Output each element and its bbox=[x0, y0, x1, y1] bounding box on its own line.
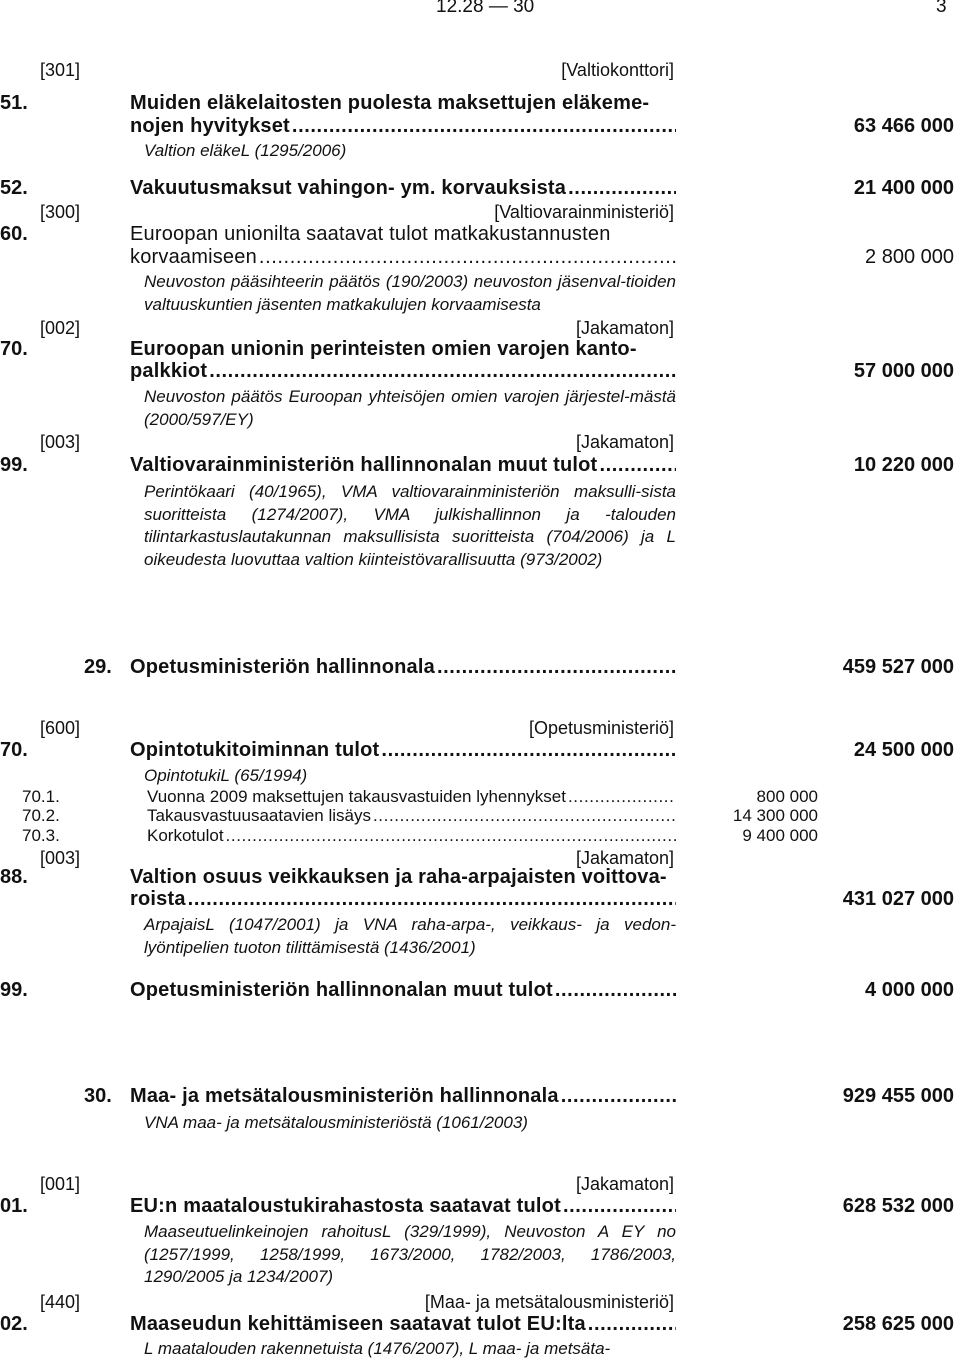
item-title-line bbox=[130, 360, 676, 383]
budget-ref: [002] bbox=[40, 318, 81, 338]
item-title-line bbox=[130, 454, 676, 477]
legal-reference: Neuvoston päätös Euroopan yhteisöjen omien varojen järjestel-mästä (2000/597/EY) bbox=[144, 387, 676, 429]
item-number: 51. bbox=[0, 92, 28, 114]
item-number: 70. bbox=[0, 739, 28, 761]
item-amount: 2 800 000 bbox=[865, 246, 954, 268]
budget-ref: [001] bbox=[40, 1174, 81, 1194]
subitem-line bbox=[147, 826, 676, 846]
item-title: Vakuutusmaksut vahingon- ym. korvauksista bbox=[130, 177, 567, 199]
leader-dots bbox=[437, 656, 676, 679]
item-amount: 10 220 000 bbox=[853, 454, 954, 476]
subitem-number: 70.3. bbox=[22, 826, 60, 845]
item-title-line bbox=[130, 177, 676, 200]
item-title: Maaseudun kehittämiseen saatavat tulot EU:lta bbox=[130, 1313, 586, 1335]
item-number: 52. bbox=[0, 177, 28, 199]
section-header: 12.28 — 30 bbox=[436, 0, 535, 17]
item-title-line bbox=[130, 1313, 676, 1336]
subitem-amount: 800 000 bbox=[756, 787, 818, 806]
budget-ref: [440] bbox=[40, 1292, 81, 1312]
leader-dots bbox=[209, 360, 676, 383]
item-title-line bbox=[130, 979, 676, 1002]
item-amount: 21 400 000 bbox=[853, 177, 954, 199]
leader-dots bbox=[259, 246, 676, 269]
legal-reference: VNA maa- ja metsätalousministeriöstä (1061/2003) bbox=[144, 1113, 528, 1132]
legal-reference: Maaseutuelinkeinojen rahoitusL (329/1999), Neuvoston A EY no (1257/1999, 1258/1999, 1673/2000, 1782/2003, 1786/2003, 1290/2005 ja 1234/2007) bbox=[144, 1222, 676, 1286]
subitem-line bbox=[147, 787, 676, 807]
item-amount: 258 625 000 bbox=[842, 1313, 954, 1335]
main-title: Opetusministeriön hallinnonala bbox=[130, 656, 435, 678]
legal-reference: Perintökaari (40/1965), VMA valtiovarainministeriön maksulli-sista suoritteista (1274/2007), VMA julkishallinnon ja -talouden tilintarkastuslautakunnan maksullisista suoritteista (704/2006) ja L oikeudesta luovuttaa valtion kiinteistövarallisuutta (973/2002) bbox=[144, 482, 676, 569]
legal-reference: Valtion eläkeL (1295/2006) bbox=[144, 141, 347, 160]
leader-dots bbox=[292, 115, 676, 138]
main-title-number: 30. bbox=[84, 1085, 112, 1107]
item-title: Muiden eläkelaitosten puolesta maksettujen eläkeme- bbox=[130, 92, 650, 114]
item-title: Opetusministeriön hallinnonalan muut tulot bbox=[130, 979, 553, 1001]
budget-ref: [300] bbox=[40, 202, 81, 222]
item-title-line bbox=[130, 888, 676, 911]
budget-ref: [003] bbox=[40, 432, 81, 452]
subitem-label: Takausvastuusaatavien lisäys bbox=[147, 806, 371, 825]
item-amount: 431 027 000 bbox=[842, 888, 954, 910]
main-title-line bbox=[130, 1085, 676, 1108]
item-amount: 24 500 000 bbox=[853, 739, 954, 761]
subitem-line bbox=[147, 806, 676, 826]
legal-reference: Neuvoston pääsihteerin päätös (190/2003) neuvoston jäsenval-tioiden valtuuskuntien jäsenten matkakulujen korvaamisesta bbox=[144, 272, 676, 314]
subitem-label: Vuonna 2009 maksettujen takausvastuiden lyhennykset bbox=[147, 787, 566, 806]
ministry-label: [Jakamaton] bbox=[575, 432, 674, 452]
main-title-amount: 929 455 000 bbox=[842, 1085, 954, 1107]
legal-reference: ArpajaisL (1047/2001) ja VNA raha-arpa-, veikkaus- ja vedon-lyöntipelien tuoton tilittämisestä (1436/2001) bbox=[144, 915, 676, 957]
item-title: EU:n maataloustukirahastosta saatavat tulot bbox=[130, 1195, 561, 1217]
ministry-label: [Maa- ja metsätalousministeriö] bbox=[424, 1292, 674, 1312]
ministry-label: [Valtiokonttori] bbox=[561, 60, 674, 80]
leader-dots bbox=[568, 177, 676, 200]
item-number: 02. bbox=[0, 1313, 28, 1335]
item-amount: 63 466 000 bbox=[853, 115, 954, 137]
leader-dots bbox=[599, 454, 676, 477]
item-title: Valtiovarainministeriön hallinnonalan muut tulot bbox=[130, 454, 598, 476]
main-title: Maa- ja metsätalousministeriön hallinnonala bbox=[130, 1085, 559, 1107]
item-title-line bbox=[130, 246, 676, 269]
page-number: 3 bbox=[936, 0, 947, 17]
item-title: Euroopan unionin perinteisten omien varojen kanto- bbox=[130, 338, 637, 360]
leader-dots bbox=[561, 1085, 676, 1108]
item-amount: 628 532 000 bbox=[842, 1195, 954, 1217]
item-title-line bbox=[130, 739, 676, 762]
legal-reference: L maatalouden rakennetuista (1476/2007), L maa- ja metsäta- bbox=[144, 1339, 611, 1358]
budget-ref: [003] bbox=[40, 848, 81, 868]
leader-dots bbox=[563, 1195, 676, 1218]
item-title-cont: nojen hyvitykset bbox=[130, 115, 290, 137]
item-title: Valtion osuus veikkauksen ja raha-arpajaisten voittova- bbox=[130, 866, 667, 888]
ministry-label: [Jakamaton] bbox=[575, 318, 674, 338]
subitem-amount: 9 400 000 bbox=[742, 826, 818, 845]
item-title-cont: roista bbox=[130, 888, 186, 910]
leader-dots bbox=[226, 826, 676, 846]
item-amount: 4 000 000 bbox=[865, 979, 954, 1001]
item-number: 60. bbox=[0, 223, 28, 245]
ministry-label: [Jakamaton] bbox=[575, 848, 674, 868]
leader-dots bbox=[381, 739, 676, 762]
leader-dots bbox=[568, 787, 676, 807]
budget-ref: [301] bbox=[40, 60, 81, 80]
item-title-cont: korvaamiseen bbox=[130, 246, 257, 268]
leader-dots bbox=[373, 806, 676, 826]
item-number: 99. bbox=[0, 454, 28, 476]
budget-ref: [600] bbox=[40, 718, 81, 738]
item-title-cont: palkkiot bbox=[130, 360, 208, 382]
item-number: 70. bbox=[0, 338, 28, 360]
ministry-label: [Jakamaton] bbox=[575, 1174, 674, 1194]
item-number: 01. bbox=[0, 1195, 28, 1217]
legal-reference: OpintotukiL (65/1994) bbox=[144, 766, 308, 785]
item-number: 99. bbox=[0, 979, 28, 1001]
item-number: 88. bbox=[0, 866, 28, 888]
item-amount: 57 000 000 bbox=[853, 360, 954, 382]
leader-dots bbox=[188, 888, 676, 911]
subitem-label: Korkotulot bbox=[147, 826, 224, 845]
subitem-number: 70.1. bbox=[22, 787, 60, 806]
item-title: Euroopan unionilta saatavat tulot matkakustannusten bbox=[130, 223, 611, 245]
subitem-number: 70.2. bbox=[22, 806, 60, 825]
leader-dots bbox=[555, 979, 676, 1002]
item-title: Opintotukitoiminnan tulot bbox=[130, 739, 380, 761]
ministry-label: [Valtiovarainministeriö] bbox=[494, 202, 674, 222]
subitem-amount: 14 300 000 bbox=[732, 806, 818, 825]
item-title-line bbox=[130, 115, 676, 138]
leader-dots bbox=[588, 1313, 676, 1336]
main-title-amount: 459 527 000 bbox=[842, 656, 954, 678]
ministry-label: [Opetusministeriö] bbox=[528, 718, 674, 738]
main-title-line bbox=[130, 656, 676, 679]
item-title-line bbox=[130, 1195, 676, 1218]
main-title-number: 29. bbox=[84, 656, 112, 678]
